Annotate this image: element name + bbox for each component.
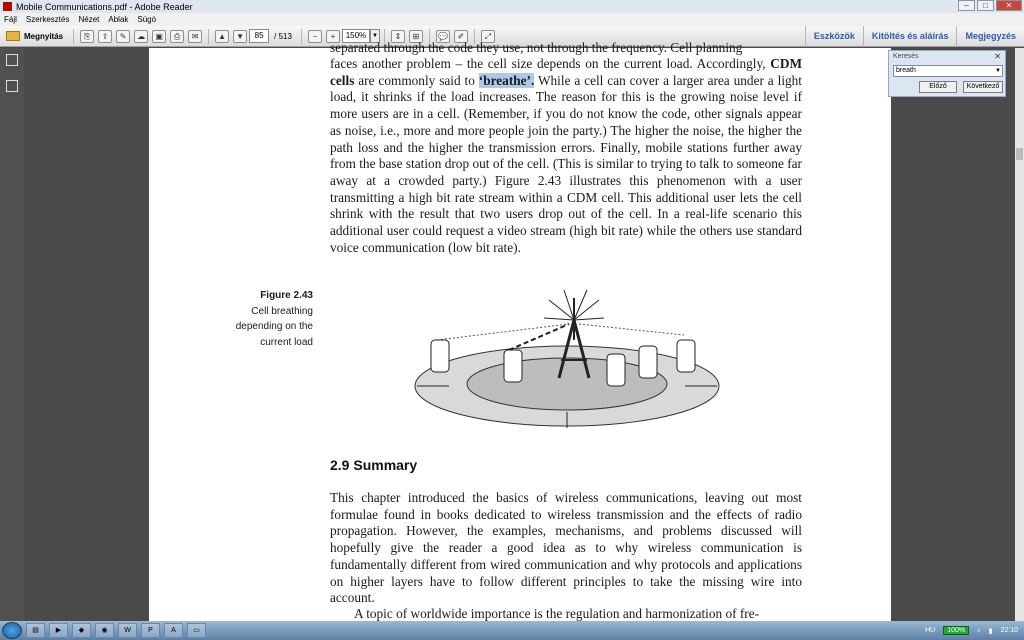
highlight-icon[interactable]: ✐ — [454, 30, 468, 43]
zoom-out-icon[interactable]: − — [308, 30, 322, 43]
fit-page-icon[interactable]: ⇕ — [391, 30, 405, 43]
media-icon[interactable]: ▶ — [49, 623, 68, 638]
powerpoint-icon[interactable]: P — [141, 623, 160, 638]
battery-indicator[interactable]: 100% — [943, 626, 969, 635]
network-icon[interactable]: ▮ — [988, 627, 993, 635]
paragraph-1 — [330, 56, 802, 256]
adobe-reader-icon — [3, 2, 12, 11]
separator — [73, 29, 74, 44]
menu-window[interactable]: Ablak — [108, 15, 129, 24]
figure-caption-text: Cell breathing depending on the current load — [235, 305, 313, 348]
print-icon[interactable]: ⎙ — [170, 30, 184, 43]
navigation-pane — [0, 48, 24, 624]
paragraph-2: This chapter introduced the basics of wireless communications, leaving out most formulae found in books dedicated to wireless transmission and the effects of radio propagation. However, the examples, mechanisms, and problems discussed will hopefully give the reader a good idea as to why wireless communication is fundamentally different from wired communication and why protocols and applications on higher layers have to follow different principles to take the missing wire into account. — [330, 490, 802, 606]
close-icon[interactable]: ✕ — [994, 52, 1001, 61]
open-button[interactable] — [0, 31, 69, 41]
maximize-button[interactable]: □ — [977, 0, 994, 11]
find-input[interactable] — [893, 65, 1003, 77]
expand-icon[interactable]: ⤢ — [481, 30, 495, 43]
cut-text-line: separated through the code they use, not through the frequency. Cell planning — [330, 40, 743, 55]
cloud-icon[interactable]: ☁ — [134, 30, 148, 43]
app-icon[interactable]: ◆ — [72, 623, 91, 638]
chevron-down-icon[interactable]: ▼ — [995, 68, 1001, 74]
paragraph-3: A topic of worldwide importance is the regulation and harmonization of fre- — [354, 606, 760, 621]
comment-icon[interactable]: 💬 — [436, 30, 450, 43]
attachments-icon[interactable] — [6, 80, 18, 92]
para1-rest: under a light load, it shrinks if the load increases. The reason for this is the growing noise level if more users are in a cell. (Remember, if you do not know the code, other signals appear as noise, i.e., more and more people join the party.) The higher the noise, the higher the path loss and the higher the transmission errors. Finally, mobile stations further away from the base station drop out of the cell. (This is similar to trying to talk to someone far away at a crowded party.) Figure 2.43 illustrates this phenomenon with a user transmitting a high bit rate stream within a CDM cell. This additional user lets the cell shrink with the result that two users drop out of the cell. In a real-life scenario this additional user could request a video stream (high bit rate) while the others use standard voice communication (low bit rate). — [330, 72, 802, 255]
taskbar — [0, 621, 1024, 640]
clock[interactable]: 22:10 — [1000, 627, 1018, 634]
export-icon[interactable]: ⇪ — [98, 30, 112, 43]
chrome-icon[interactable]: ◉ — [95, 623, 114, 638]
menu-file[interactable]: Fájl — [4, 15, 17, 24]
para1-text: While a cell can cover a larger area — [534, 72, 730, 88]
figure-caption — [209, 288, 313, 350]
language-indicator[interactable]: HU — [925, 627, 936, 634]
minimize-button[interactable]: – — [958, 0, 975, 11]
menu-view[interactable]: Nézet — [78, 15, 100, 24]
menu-bar — [0, 13, 1024, 26]
para1-text: are commonly said to — [354, 72, 479, 88]
volume-icon[interactable]: ♪ — [977, 627, 981, 634]
zoom-dropdown-icon[interactable]: ▼ — [370, 29, 380, 43]
next-page-icon[interactable]: ▼ — [233, 30, 247, 43]
tab-comment[interactable]: Megjegyzés — [956, 26, 1024, 47]
prev-page-icon[interactable]: ▲ — [215, 30, 229, 43]
title-bar — [0, 0, 1024, 13]
create-pdf-icon[interactable]: ⎘ — [80, 30, 94, 43]
word-icon[interactable]: W — [118, 623, 137, 638]
close-button[interactable]: ✕ — [996, 0, 1022, 11]
pages-icon[interactable] — [6, 54, 18, 66]
open-label: Megnyitás — [24, 31, 64, 41]
find-next-button[interactable]: Következő — [963, 81, 1003, 93]
save-icon[interactable]: ▣ — [152, 30, 166, 43]
document-page — [149, 40, 891, 624]
find-panel — [888, 50, 1006, 97]
explorer-icon[interactable]: ▤ — [26, 623, 45, 638]
find-title: Keresés — [893, 53, 919, 60]
system-tray — [925, 621, 1018, 640]
zoom-input[interactable]: 150% — [342, 29, 370, 43]
edit-icon[interactable]: ✎ — [116, 30, 130, 43]
acrobat-icon[interactable]: A — [164, 623, 183, 638]
separator — [208, 29, 209, 44]
search-highlight: ‘breathe’. — [478, 72, 535, 88]
window-title: Mobile Communications.pdf - Adobe Reader — [16, 1, 193, 12]
start-button[interactable] — [2, 622, 22, 639]
zoom-in-icon[interactable]: + — [326, 30, 340, 43]
section-heading: 2.9 Summary — [330, 457, 418, 473]
figure-label: Figure 2.43 — [260, 290, 313, 301]
find-query: breath — [896, 67, 916, 74]
scrollbar-thumb[interactable] — [1016, 148, 1023, 160]
para1-line1: faces another problem – the cell size depends on the current load. Accordingly, — [330, 56, 766, 71]
menu-edit[interactable]: Szerkesztés — [25, 15, 70, 24]
find-prev-button[interactable]: Előző — [919, 81, 957, 93]
tab-tools[interactable]: Eszközök — [805, 26, 863, 47]
cdm-cells-bold: CDM cells — [330, 56, 803, 88]
folder-icon — [6, 31, 20, 41]
page-number-input[interactable]: 85 — [249, 29, 269, 43]
window-icon[interactable]: ▭ — [187, 623, 206, 638]
email-icon[interactable]: ✉ — [188, 30, 202, 43]
fit-width-icon[interactable]: ⊞ — [409, 30, 423, 43]
tab-fill-sign[interactable]: Kitöltés és aláírás — [863, 26, 957, 47]
vertical-scrollbar[interactable] — [1015, 48, 1024, 624]
menu-help[interactable]: Súgó — [137, 15, 157, 24]
separator — [301, 29, 302, 44]
page-total: / 513 — [274, 31, 292, 41]
cell-breathing-figure — [409, 290, 729, 430]
